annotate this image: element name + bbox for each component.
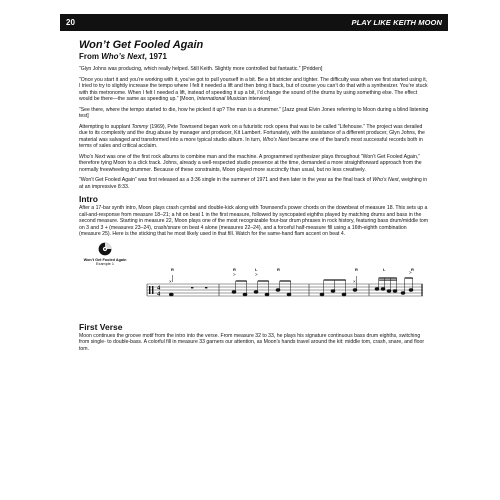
sticking-4: R [277, 266, 280, 272]
body-paragraph-4 [79, 124, 429, 150]
sticking-6: L [383, 266, 386, 272]
svg-text:×: × [169, 278, 172, 284]
example-song-title: Won’t Get Fooled Again [83, 257, 127, 262]
song-title: Won’t Get Fooled Again [79, 39, 204, 51]
time-signature-top: 4 [157, 284, 161, 292]
audio-example-label [82, 242, 128, 267]
album-name: Who’s Next [101, 52, 145, 61]
running-header [60, 14, 448, 31]
sticking-5: R [355, 266, 358, 272]
body-paragraph-6 [79, 177, 429, 190]
first-verse-heading: First Verse [79, 321, 123, 332]
svg-text:>: > [409, 269, 412, 275]
first-verse-paragraph: Moon continues the groove motif from the intro into the verse. From measure 32 to 33, he plays his signature continuous bass drum eighths, switching from single- to double-bass. A colorful fill in measure 33 garners our attention, as Moon’s hands travel around the kit: middle tom, crash, snare, and floor tom. [79, 332, 425, 352]
p6-text-b: , weighing in at an impressive 8:33. [79, 177, 428, 190]
sticking-1: R [171, 266, 174, 272]
intro-heading: Intro [79, 194, 98, 205]
quote-paragraph-1: “Glyn Johns was producing, which really helped. Still Keith. Slightly more controlled but fantastic.” [Pridden] [79, 66, 323, 72]
measure-4-fill [375, 270, 413, 294]
p5-whos-next: Who’s Next [79, 153, 106, 160]
measure-1 [169, 275, 207, 296]
p5-text: was one of the first rock albums to combine man and the machine. A programmed synthesizer plays throughout “Won’t Get Fooled Again,” therefore tying Moon to a click track. Johns, already a well-respected studio presence at the time, demanded a more straightforward approach from the normally freewheeling drummer. Because of these constraints, Moon played more succinctly than usual, but no less creatively. [79, 153, 422, 173]
example-number: Example 1 [96, 262, 114, 267]
song-subtitle [79, 52, 429, 62]
p4-text-b: (1969), Pete Townsend began work on a futuristic rock opera that was to be called “Lifehouse.” The project was derailed due to its complexity and the drug abuse by manager and producer, Kit Lambert. Fortunately, with the assistance of a different producer, Glyn Johns, the material was salvaged and transformed into a more typical studio album. In turn, [79, 123, 425, 143]
cd-disc-icon [98, 242, 112, 256]
p4-text-a: Attempting to supplant [79, 123, 132, 130]
page-number: 20 [66, 18, 75, 27]
svg-text:>: > [255, 271, 258, 277]
intro-paragraph: After a 17-bar synth intro, Moon plays crash cymbal and double-kick along with Townsend’s power chords on the downbeat of measure 18. This sets up a call-and-response from measure 18–21; a hit on beat 1 in the first measure, followed by syncopated eighths played by matching drums and bass in the second measure. Starting in measure 22, Moon plays one of the most recognizable four-bar drum phrases in rock history, featuring bass drum/middle tom on 3 and 3 + (measures 23–24), crash/snare on beat 4 alone (measures 22–24), and a forceful half-measure fill using a 16th-eighth combination (measure 25). Here is the sticking that he most likely used in that fill. Watch for the same-hand flam accent on beat 4. [79, 205, 429, 238]
sticking-7: R [411, 266, 414, 272]
page-content [79, 39, 429, 356]
body-paragraph-5 [79, 154, 429, 173]
sticking-2: R [233, 266, 236, 272]
quote-paragraph-3: “See there, where the tempo started to die, how he picked it up? The man is a drummer.” [Jazz great Elvin Jones referring to Moon during a blind listening test] [79, 106, 429, 120]
from-prefix: From [79, 52, 102, 61]
svg-text:×: × [353, 278, 356, 284]
quote-2-end: interview] [247, 96, 271, 102]
svg-text:>: > [233, 271, 236, 277]
p6-whos-next: Who’s Next [372, 177, 399, 184]
p4-whos-next: Who’s Next [262, 136, 289, 143]
drum-notation [139, 266, 429, 312]
p4-text-c: became one of the band’s most successful records both in terms of sales and critical acclaim. [79, 136, 423, 150]
example-1 [79, 242, 429, 316]
sticking-3: L [255, 266, 258, 272]
quote-paragraph-2 [79, 77, 429, 103]
album-year: , 1971 [144, 52, 167, 61]
running-head-title: PLAY LIKE KEITH MOON [351, 18, 442, 27]
quote-2-text: “Once you start it and you’re working with it, you’ve got to pull yourself in a bit. Be a bit stricter and tighter. The difficulty was when we first started using it, I tried to try to slightly increase the tempo where I felt it needed a lift and then bring it back, but of course you can’t do that with a synthesizer. You’re stuck with this metronome. When I felt I needed a lift, instead of speeding it up a bit, I’d change the sound of the drums by using something else. The effect would be there—the same as speeding up.” [Moon, [79, 76, 428, 102]
time-signature-bottom: 4 [157, 290, 161, 298]
measure-3 [320, 276, 357, 296]
p4-tommy: Tommy [131, 123, 149, 130]
sticking-row [171, 267, 414, 272]
p6-text-a: “Won’t Get Fooled Again” was first released as a 3:36 single in the summer of 1971 and then later in the year as the final track of [79, 177, 373, 184]
quote-2-source: International Musician [197, 96, 248, 102]
